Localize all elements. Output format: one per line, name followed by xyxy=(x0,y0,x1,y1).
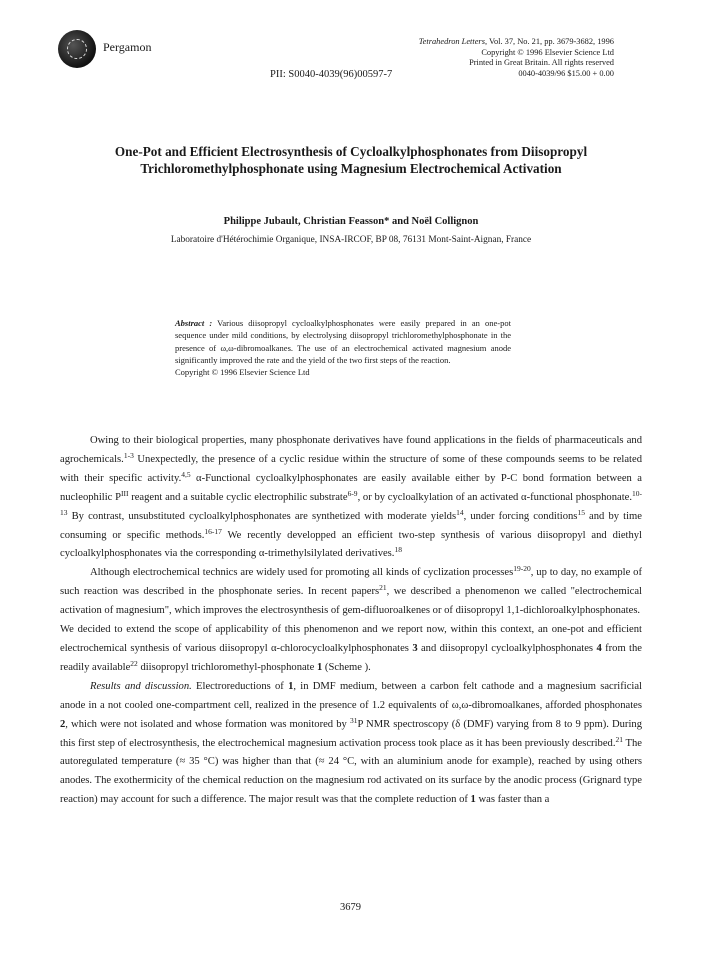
text-run: , we described a phenomenon we called "electrochemical activation of magnesium", which improves the electrosynthesis of gem-difluoroalkenes or of diisopropyl 1,1-dichloroalkylphosphonates. xyxy=(60,586,642,617)
journal-details: , Vol. 37, No. 21, pp. 3679-3682, 1996 xyxy=(484,37,614,46)
text-run: , in DMF medium, between a carbon felt cathode and a magnesium sacrificial anode in a not cooled one-compartment cell, realized in the presence of 1.2 equivalents of ω,ω-dibromoalkanes, afforded phosphonates xyxy=(60,680,642,711)
paragraph-4 xyxy=(60,678,642,810)
text-run: , or by cycloalkylation of an activated α-functional phosphonate. xyxy=(357,491,632,503)
reference: 21 xyxy=(379,583,387,593)
journal-name: Tetrahedron Letters xyxy=(418,37,485,46)
compound-number: 1 xyxy=(288,680,294,692)
reference: 19-20 xyxy=(513,564,531,574)
compound-number: 4 xyxy=(596,642,602,654)
text-run: , under forcing conditions xyxy=(463,510,578,522)
text-run: , up to day, no example of such reaction was described in the phosphonate series. In recent papers xyxy=(60,567,642,598)
reference: 6-9 xyxy=(347,488,358,498)
paragraph-1 xyxy=(60,432,642,564)
text-run: and by time consuming or specific methods. xyxy=(60,510,642,541)
affiliation: Laboratoire d'Hétérochimie Organique, INSA-IRCOF, BP 08, 76131 Mont-Saint-Aignan, France xyxy=(170,235,532,245)
reference: 21 xyxy=(615,734,623,744)
paragraph-3 xyxy=(60,621,642,678)
text-run: P NMR spectroscopy (δ (DMF) varying from 8 to 9 ppm). During this first step of electrosynthesis, the electrochemical magnesium activation process took place as it has been previously described. xyxy=(60,718,642,749)
printed-line: Printed in Great Britain. All rights reserved xyxy=(469,58,614,67)
text-run: Electroreductions of xyxy=(191,680,289,692)
compound-number: 1 xyxy=(316,661,323,673)
text-run: By contrast, unsubstituted cycloalkylphosphonates are synthetized with moderate yields xyxy=(67,510,457,522)
journal-info xyxy=(419,37,614,79)
text-run: diisopropyl trichloromethyl-phosphonate xyxy=(137,661,317,673)
text-run: The autoregulated temperature (≈ 35 °C) was higher than that (≈ 24 °C, with an aluminium anode for example), reached by using others anodes. The exothermicity of the chemical reduction on the magnesium rod activated on its surface by the anodic process (Grignard type reaction) may account for such a difference. The major result was that the complete reduction of xyxy=(60,737,642,806)
reference: 14 xyxy=(456,507,464,517)
reference: 18 xyxy=(394,545,402,555)
page-number: 3679 xyxy=(340,902,361,913)
reference: 4,5 xyxy=(181,469,191,479)
isotope-number: 31 xyxy=(349,715,358,725)
copyright-line: Copyright © 1996 Elsevier Science Ltd xyxy=(481,47,614,57)
paragraph-2 xyxy=(60,564,642,621)
article-title: One-Pot and Efficient Electrosynthesis of Cycloalkylphosphonates from Diisopropyl Trichloromethylphosphonate using Magnesium Electrochemical Activation xyxy=(114,144,588,176)
compound-number: 1 xyxy=(470,794,476,806)
abstract xyxy=(175,317,511,378)
text-run: Owing to their biological properties, many phosphonate derivatives have found applications in the fields of pharmaceuticals and agrochemicals. xyxy=(60,435,642,465)
abstract-text: Various diisopropyl cycloalkylphosphonates were easily prepared in an one-pot sequence under mild conditions, by electrolysing diisopropyl trichloromethylphosphonate in the presence of ω,ω-dibromoalkanes. The use of an electrochemical activated magnesium anode significantly improved the rate and the yield of the two first steps of the reaction. xyxy=(175,318,511,365)
section-lead: Results and discussion. xyxy=(90,680,192,692)
text-run: , which were not isolated and whose formation was monitored by xyxy=(65,718,350,730)
authors: Philippe Jubault, Christian Feasson* and Noël Collignon xyxy=(223,216,479,227)
abstract-copyright: Copyright © 1996 Elsevier Science Ltd xyxy=(175,367,310,378)
pii: PII: S0040-4039(96)00597-7 xyxy=(270,69,393,80)
article-body xyxy=(60,432,642,810)
reference: 16-17 xyxy=(204,526,222,536)
text-run: Unexpectedly, the presence of a cyclic residue within the structure of some of these compounds seems to be related with their specific activity. xyxy=(60,453,642,484)
text-run: (Scheme ). xyxy=(322,661,371,673)
reference: 22 xyxy=(130,658,138,668)
text-run: α-Functional cycloalkylphosphonates are easily available either by P-C bond formation between a nucleophilic P xyxy=(60,472,642,503)
text-run: We decided to extend the scope of applicability of this phenomenon and we report now, within this context, an one-pot and efficient electrochemical synthesis of various diisopropyl α-chlorocycloalkylphosphonates xyxy=(60,624,642,654)
publisher-name: Pergamon xyxy=(103,40,152,54)
superscript: III xyxy=(120,488,129,498)
compound-number: 3 xyxy=(412,642,418,654)
text-run: and diisopropyl cycloalkylphosphonates xyxy=(417,642,597,654)
publisher-logo xyxy=(58,30,96,68)
compound-number: 2 xyxy=(60,718,66,730)
abstract-label: Abstract : xyxy=(175,318,213,328)
journal-citation xyxy=(419,37,614,48)
reference: 15 xyxy=(577,507,585,517)
text-run: was faster than a xyxy=(475,794,550,806)
issn-line: 0040-4039/96 $15.00 + 0.00 xyxy=(518,68,614,78)
text-run: Although electrochemical technics are widely used for promoting all kinds of cyclization processes xyxy=(90,567,514,579)
text-run: We recently developped an efficient two-step synthesis of various diisopropyl and diethyl cycloalkylphosphonates via the corresponding α-trimethylsilylated derivatives. xyxy=(60,529,642,560)
reference: 10-13 xyxy=(60,488,642,517)
text-run: from the readily available xyxy=(60,642,643,673)
reference: 1-3 xyxy=(123,450,134,460)
text-run: reagent and a suitable cyclic electrophilic substrate xyxy=(128,491,348,503)
